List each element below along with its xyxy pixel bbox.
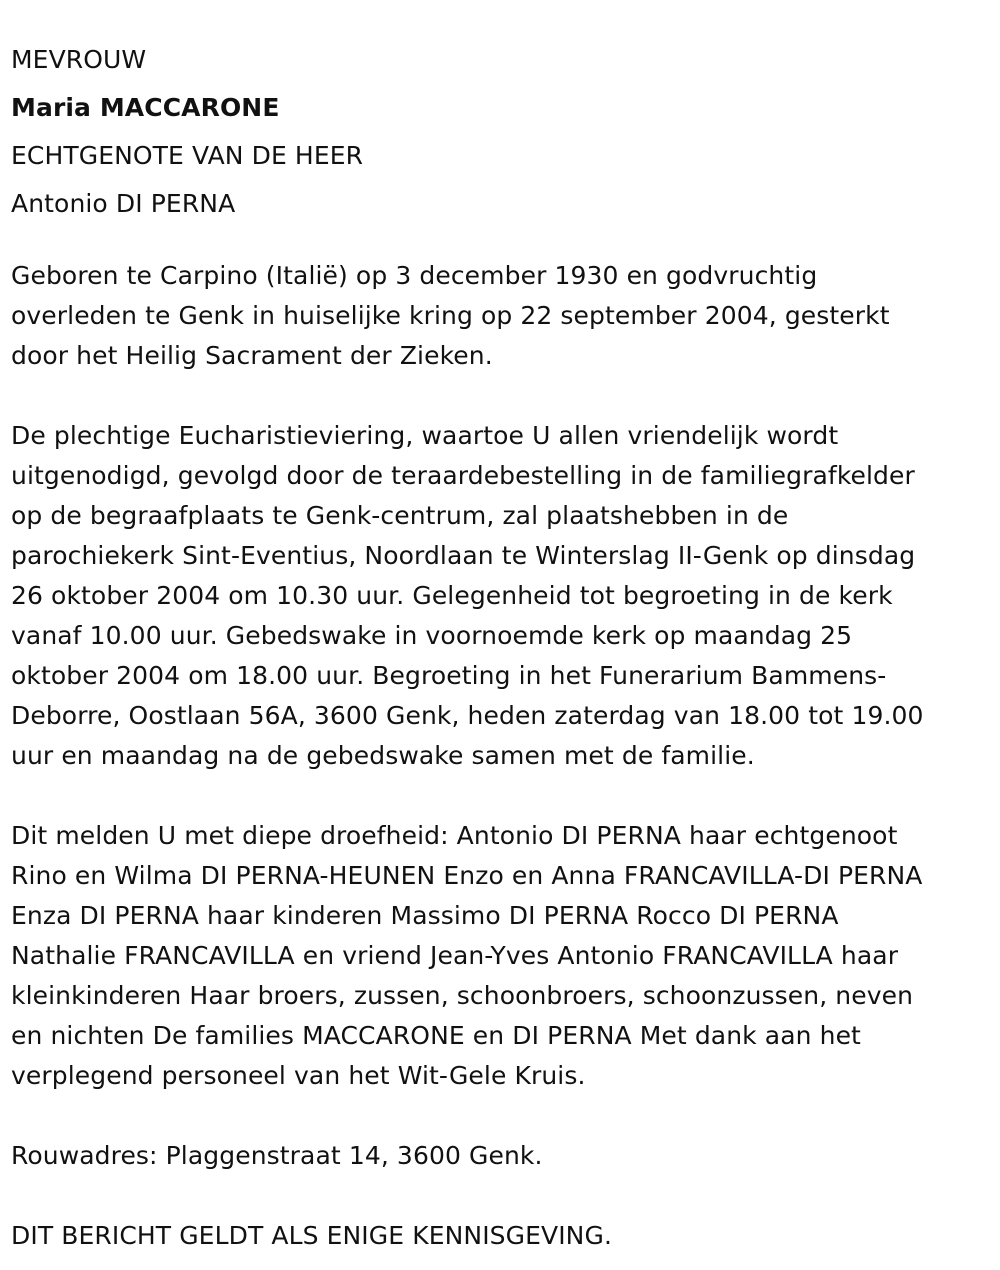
family-paragraph <box>11 816 989 1096</box>
paragraph-line: Dit melden U met diepe droefheid: Antonio DI PERNA haar echtgenoot <box>11 821 898 850</box>
closing-statement: DIT BERICHT GELDT ALS ENIGE KENNISGEVING. <box>11 1221 612 1250</box>
paragraph-line: oktober 2004 om 18.00 uur. Begroeting in het Funerarium Bammens- <box>11 661 887 690</box>
spouse-name: Antonio DI PERNA <box>11 189 236 218</box>
deceased-name: Maria MACCARONE <box>11 93 280 122</box>
paragraph-line: Deborre, Oostlaan 56A, 3600 Genk, heden zaterdag van 18.00 tot 19.00 <box>11 701 924 730</box>
relation-label: ECHTGENOTE VAN DE HEER <box>11 141 364 170</box>
paragraph-line: verplegend personeel van het Wit-Gele Kruis. <box>11 1061 586 1090</box>
paragraph-line: vanaf 10.00 uur. Gebedswake in voornoemde kerk op maandag 25 <box>11 621 853 650</box>
paragraph-line: op de begraafplaats te Genk-centrum, zal plaatshebben in de <box>11 501 789 530</box>
paragraph-line: uitgenodigd, gevolgd door de teraardebestelling in de familiegrafkelder <box>11 461 915 490</box>
closing-paragraph <box>11 1216 989 1256</box>
paragraph-line: Rino en Wilma DI PERNA-HEUNEN Enzo en Anna FRANCAVILLA-DI PERNA <box>11 861 923 890</box>
salutation: MEVROUW <box>11 45 147 74</box>
obituary-notice <box>11 36 989 1256</box>
paragraph-line: uur en maandag na de gebedswake samen met de familie. <box>11 741 755 770</box>
paragraph-line: en nichten De families MACCARONE en DI PERNA Met dank aan het <box>11 1021 861 1050</box>
mourning-address: Rouwadres: Plaggenstraat 14, 3600 Genk. <box>11 1141 543 1170</box>
paragraph-line: door het Heilig Sacrament der Zieken. <box>11 341 493 370</box>
paragraph-line: Geboren te Carpino (Italië) op 3 december 1930 en godvruchtig <box>11 261 818 290</box>
birth-death-paragraph <box>11 256 989 376</box>
paragraph-line: Enza DI PERNA haar kinderen Massimo DI PERNA Rocco DI PERNA <box>11 901 839 930</box>
paragraph-line: kleinkinderen Haar broers, zussen, schoonbroers, schoonzussen, neven <box>11 981 914 1010</box>
paragraph-line: overleden te Genk in huiselijke kring op 22 september 2004, gesterkt <box>11 301 890 330</box>
address-paragraph <box>11 1136 989 1176</box>
paragraph-line: 26 oktober 2004 om 10.30 uur. Gelegenheid tot begroeting in de kerk <box>11 581 893 610</box>
notice-header <box>11 36 989 228</box>
paragraph-line: parochiekerk Sint-Eventius, Noordlaan te Winterslag II-Genk op dinsdag <box>11 541 916 570</box>
paragraph-line: De plechtige Eucharistieviering, waartoe U allen vriendelijk wordt <box>11 421 839 450</box>
paragraph-line: Nathalie FRANCAVILLA en vriend Jean-Yves Antonio FRANCAVILLA haar <box>11 941 899 970</box>
ceremony-paragraph <box>11 416 989 776</box>
